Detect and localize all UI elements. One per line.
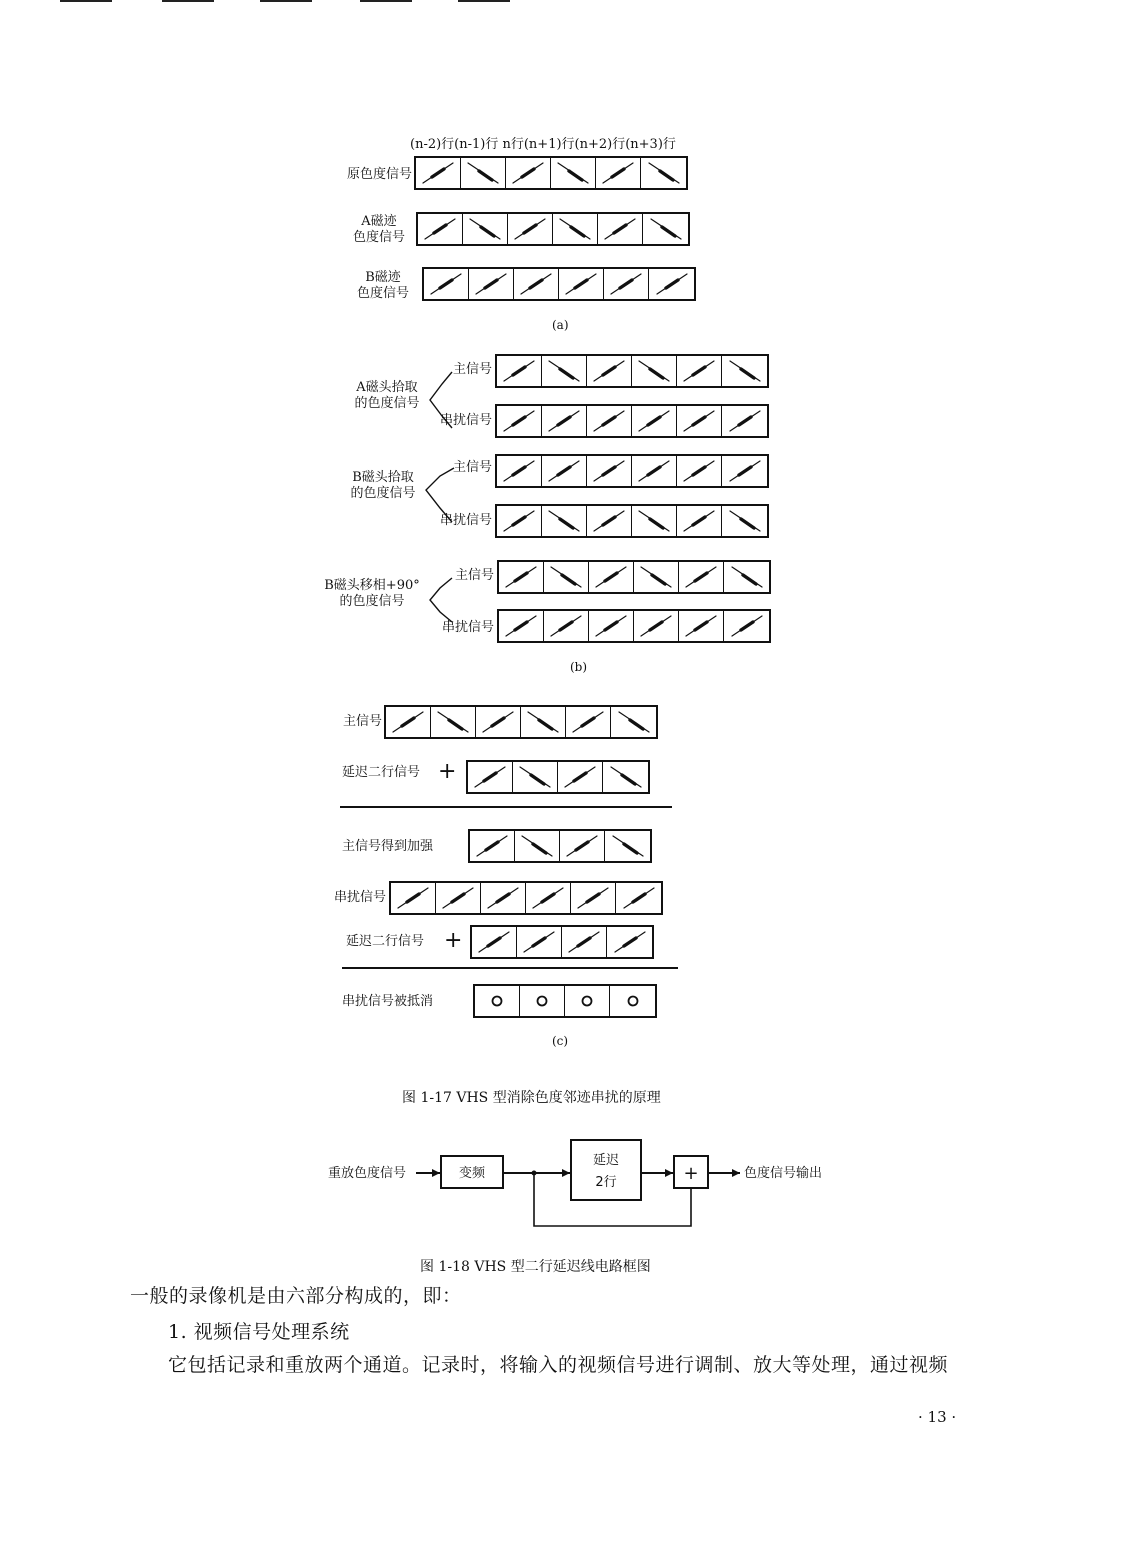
phase-cell-up <box>416 158 461 188</box>
phase-cell-up <box>526 883 571 913</box>
phase-cell-up <box>468 762 513 792</box>
phase-cell-up <box>634 611 679 641</box>
fig-a-sublabel: (a) <box>552 318 569 332</box>
phase-vector-up-icon <box>682 563 720 591</box>
fig-c-r3-label: 主信号得到加强 <box>342 839 434 854</box>
fig-b-g3-r1-label: 主信号 <box>454 568 494 583</box>
phase-cell-up <box>616 883 661 913</box>
phase-vector-down-icon <box>728 563 766 591</box>
phase-cell-up <box>632 406 677 436</box>
phase-vector-up-icon <box>680 407 718 435</box>
phase-cell-up <box>649 269 694 299</box>
fig-b-g3-row2 <box>497 609 771 643</box>
phase-vector-down-icon <box>547 563 585 591</box>
arrow-icon <box>562 1169 570 1177</box>
phase-vector-up-icon <box>561 763 599 791</box>
phase-cell-up <box>722 406 767 436</box>
output-label: 色度信号输出 <box>744 1166 823 1181</box>
fig-b-g3-r2-label: 串扰信号 <box>441 620 494 635</box>
phase-vector-up-icon <box>517 270 555 298</box>
phase-vector-up-icon <box>607 270 645 298</box>
fig-b-group1-label: A磁头拾取 的色度信号 <box>354 380 420 411</box>
fig-c-row2 <box>466 760 650 794</box>
phase-vector-up-icon <box>726 407 764 435</box>
phase-cell-up <box>598 214 643 244</box>
phase-cell-up <box>587 356 632 386</box>
circle-icon <box>523 987 561 1015</box>
fig-a-header: (n-2)行(n-1)行 n行(n+1)行(n+2)行(n+3)行 <box>410 137 676 152</box>
figure-1-18-block-diagram <box>320 1130 860 1240</box>
sum-line <box>342 967 678 969</box>
fig-c-row1 <box>384 705 658 739</box>
fig-a-row2 <box>416 212 690 246</box>
fig-a-row2-label: A磁迹 色度信号 <box>352 214 405 245</box>
phase-cell-up <box>476 707 521 737</box>
phase-vector-up-icon <box>421 215 459 243</box>
phase-cell-up <box>436 883 481 913</box>
phase-cell-down <box>603 762 648 792</box>
fig-a-row1-label: 原色度信号 <box>346 167 412 182</box>
plus-sign: + <box>444 928 463 953</box>
fig-b-g1-r2-label: 串扰信号 <box>439 413 492 428</box>
phase-cell-up <box>677 456 722 486</box>
phase-cell-down <box>632 356 677 386</box>
phase-vector-down-icon <box>607 763 645 791</box>
phase-cell-down <box>431 707 476 737</box>
phase-vector-up-icon <box>545 407 583 435</box>
phase-cell-down <box>513 762 558 792</box>
phase-vector-down-icon <box>647 215 685 243</box>
fig-b-g2-r1-label: 主信号 <box>452 460 492 475</box>
phase-cell-up <box>469 269 514 299</box>
arrow-icon <box>432 1169 440 1177</box>
phase-cell-down <box>605 831 650 861</box>
phase-cell-up <box>679 562 724 592</box>
phase-cell-down <box>553 214 598 244</box>
cancelled-signal-cell <box>610 986 655 1016</box>
fig-b-g2-row2 <box>495 504 769 538</box>
phase-vector-up-icon <box>565 928 603 956</box>
phase-cell-up <box>481 883 526 913</box>
phase-cell-up <box>589 611 634 641</box>
phase-vector-down-icon <box>645 159 683 187</box>
phase-vector-up-icon <box>590 357 628 385</box>
phase-cell-up <box>542 406 587 436</box>
phase-vector-down-icon <box>554 159 592 187</box>
fig-c-row3 <box>468 829 652 863</box>
convert-block-label: 变频 <box>458 1166 486 1181</box>
phase-cell-up <box>472 927 517 957</box>
circle-icon <box>568 987 606 1015</box>
phase-vector-up-icon <box>502 612 540 640</box>
phase-vector-up-icon <box>680 507 718 535</box>
phase-vector-up-icon <box>592 563 630 591</box>
delay-block-label-2: 2行 <box>595 1175 617 1190</box>
phase-vector-up-icon <box>680 457 718 485</box>
phase-cell-up <box>391 883 436 913</box>
phase-vector-up-icon <box>592 612 630 640</box>
phase-cell-up <box>517 927 562 957</box>
fig-c-sublabel: (c) <box>552 1034 569 1048</box>
phase-cell-up <box>677 406 722 436</box>
plus-sign: + <box>438 759 457 784</box>
phase-cell-up <box>506 158 551 188</box>
phase-vector-down-icon <box>615 708 653 736</box>
fig-b-g1-row2 <box>495 404 769 438</box>
phase-vector-up-icon <box>473 832 511 860</box>
phase-cell-up <box>571 883 616 913</box>
phase-cell-down <box>463 214 508 244</box>
phase-vector-up-icon <box>500 407 538 435</box>
phase-vector-down-icon <box>466 215 504 243</box>
phase-vector-down-icon <box>637 563 675 591</box>
phase-vector-up-icon <box>547 612 585 640</box>
fig-c-r1-label: 主信号 <box>342 714 382 729</box>
phase-vector-down-icon <box>518 832 556 860</box>
phase-vector-up-icon <box>511 215 549 243</box>
fig-c-row4 <box>389 881 663 915</box>
phase-cell-up <box>497 356 542 386</box>
phase-cell-down <box>521 707 566 737</box>
body-paragraph-1: 一般的录像机是由六部分构成的，即： <box>130 1285 462 1307</box>
phase-vector-down-icon <box>545 507 583 535</box>
phase-vector-up-icon <box>680 357 718 385</box>
phase-cell-up <box>589 562 634 592</box>
phase-cell-down <box>611 707 656 737</box>
phase-cell-up <box>470 831 515 861</box>
fig-b-g1-r1-label: 主信号 <box>452 362 492 377</box>
phase-vector-up-icon <box>520 928 558 956</box>
fig-b-g1-row1 <box>495 354 769 388</box>
body-paragraph-2: 它包括记录和重放两个通道。记录时，将输入的视频信号进行调制、放大等处理，通过视频 <box>168 1354 949 1376</box>
phase-vector-up-icon <box>484 884 522 912</box>
phase-vector-up-icon <box>728 612 766 640</box>
section-heading: 1. 视频信号处理系统 <box>168 1321 350 1343</box>
phase-cell-up <box>424 269 469 299</box>
phase-vector-down-icon <box>609 832 647 860</box>
phase-cell-up <box>679 611 724 641</box>
phase-vector-up-icon <box>563 832 601 860</box>
fig-b-group2-label: B磁头拾取 的色度信号 <box>350 470 416 501</box>
phase-cell-up <box>542 456 587 486</box>
phase-vector-up-icon <box>394 884 432 912</box>
fig-c-r6-label: 串扰信号被抵消 <box>342 994 434 1009</box>
phase-vector-up-icon <box>529 884 567 912</box>
phase-cell-down <box>461 158 506 188</box>
phase-cell-down <box>632 506 677 536</box>
adder-symbol: + <box>683 1163 699 1184</box>
phase-cell-up <box>558 762 603 792</box>
phase-cell-up <box>497 506 542 536</box>
phase-vector-up-icon <box>500 507 538 535</box>
phase-cell-down <box>542 356 587 386</box>
phase-vector-up-icon <box>509 159 547 187</box>
figure-1-17-caption: 图 1-17 VHS 型消除色度邻迹串扰的原理 <box>402 1090 661 1106</box>
circle-icon <box>614 987 652 1015</box>
phase-cell-up <box>722 456 767 486</box>
phase-cell-up <box>508 214 553 244</box>
phase-cell-up <box>514 269 559 299</box>
phase-cell-down <box>515 831 560 861</box>
phase-cell-up <box>632 456 677 486</box>
figure-1-18-caption: 图 1-18 VHS 型二行延迟线电路框图 <box>420 1259 651 1275</box>
phase-vector-down-icon <box>434 708 472 736</box>
fig-c-r4-label: 串扰信号 <box>333 890 386 905</box>
circle-icon <box>478 987 516 1015</box>
phase-vector-up-icon <box>500 357 538 385</box>
phase-vector-up-icon <box>479 708 517 736</box>
phase-vector-up-icon <box>590 507 628 535</box>
phase-cell-up <box>677 506 722 536</box>
phase-vector-up-icon <box>682 612 720 640</box>
phase-vector-down-icon <box>726 357 764 385</box>
phase-vector-up-icon <box>472 270 510 298</box>
phase-vector-down-icon <box>635 507 673 535</box>
fig-c-row5 <box>470 925 654 959</box>
arrow-icon <box>665 1169 673 1177</box>
phase-vector-up-icon <box>419 159 457 187</box>
phase-cell-down <box>643 214 688 244</box>
phase-cell-down <box>544 562 589 592</box>
delay-block <box>571 1140 641 1200</box>
phase-cell-down <box>722 356 767 386</box>
phase-vector-up-icon <box>500 457 538 485</box>
phase-vector-up-icon <box>569 708 607 736</box>
phase-cell-up <box>499 611 544 641</box>
input-label: 重放色度信号 <box>328 1166 407 1181</box>
phase-vector-up-icon <box>475 928 513 956</box>
phase-cell-up <box>587 506 632 536</box>
phase-vector-up-icon <box>439 884 477 912</box>
phase-cell-down <box>551 158 596 188</box>
phase-vector-up-icon <box>590 407 628 435</box>
fig-a-row3-label: B磁迹 色度信号 <box>356 270 409 301</box>
fig-b-group3-label: B磁头移相+90° 的色度信号 <box>324 578 420 609</box>
phase-vector-down-icon <box>516 763 554 791</box>
cancelled-signal-cell <box>475 986 520 1016</box>
phase-cell-up <box>596 158 641 188</box>
phase-cell-down <box>634 562 679 592</box>
fig-a-row3 <box>422 267 696 301</box>
phase-cell-up <box>566 707 611 737</box>
phase-vector-up-icon <box>635 457 673 485</box>
phase-vector-up-icon <box>545 457 583 485</box>
phase-vector-up-icon <box>590 457 628 485</box>
phase-vector-down-icon <box>556 215 594 243</box>
phase-vector-up-icon <box>427 270 465 298</box>
phase-cell-up <box>677 356 722 386</box>
phase-vector-up-icon <box>726 457 764 485</box>
phase-vector-up-icon <box>599 159 637 187</box>
phase-cell-up <box>587 406 632 436</box>
phase-cell-up <box>499 562 544 592</box>
arrow-icon <box>732 1169 740 1177</box>
phase-vector-up-icon <box>611 928 649 956</box>
phase-cell-down <box>724 562 769 592</box>
phase-cell-down <box>542 506 587 536</box>
phase-vector-up-icon <box>635 407 673 435</box>
fig-c-r5-label: 延迟二行信号 <box>346 934 425 949</box>
delay-block-label-1: 延迟 <box>592 1153 620 1168</box>
fig-b-g3-row1 <box>497 560 771 594</box>
fig-b-sublabel: (b) <box>570 660 588 674</box>
phase-vector-up-icon <box>562 270 600 298</box>
phase-cell-up <box>386 707 431 737</box>
phase-cell-up <box>607 927 652 957</box>
phase-cell-up <box>559 269 604 299</box>
phase-cell-up <box>497 406 542 436</box>
phase-cell-up <box>562 927 607 957</box>
phase-cell-down <box>722 506 767 536</box>
phase-cell-up <box>544 611 589 641</box>
cancelled-signal-cell <box>520 986 565 1016</box>
phase-vector-up-icon <box>601 215 639 243</box>
fig-a-row1 <box>414 156 688 190</box>
phase-vector-up-icon <box>574 884 612 912</box>
fig-b-g2-r2-label: 串扰信号 <box>439 513 492 528</box>
phase-cell-up <box>497 456 542 486</box>
phase-vector-up-icon <box>389 708 427 736</box>
phase-vector-down-icon <box>545 357 583 385</box>
phase-vector-up-icon <box>637 612 675 640</box>
phase-vector-down-icon <box>726 507 764 535</box>
cancelled-signal-cell <box>565 986 610 1016</box>
phase-vector-up-icon <box>620 884 658 912</box>
phase-vector-down-icon <box>524 708 562 736</box>
phase-vector-up-icon <box>471 763 509 791</box>
fig-c-r2-label: 延迟二行信号 <box>342 765 421 780</box>
phase-cell-up <box>587 456 632 486</box>
phase-cell-up <box>560 831 605 861</box>
phase-vector-up-icon <box>653 270 691 298</box>
phase-vector-down-icon <box>635 357 673 385</box>
phase-vector-down-icon <box>464 159 502 187</box>
phase-vector-up-icon <box>502 563 540 591</box>
phase-cell-down <box>641 158 686 188</box>
phase-cell-up <box>604 269 649 299</box>
fig-b-g2-row1 <box>495 454 769 488</box>
page-number: · 13 · <box>918 1408 957 1426</box>
phase-cell-up <box>724 611 769 641</box>
fig-c-row6 <box>473 984 657 1018</box>
sum-line <box>340 806 672 808</box>
phase-cell-up <box>418 214 463 244</box>
